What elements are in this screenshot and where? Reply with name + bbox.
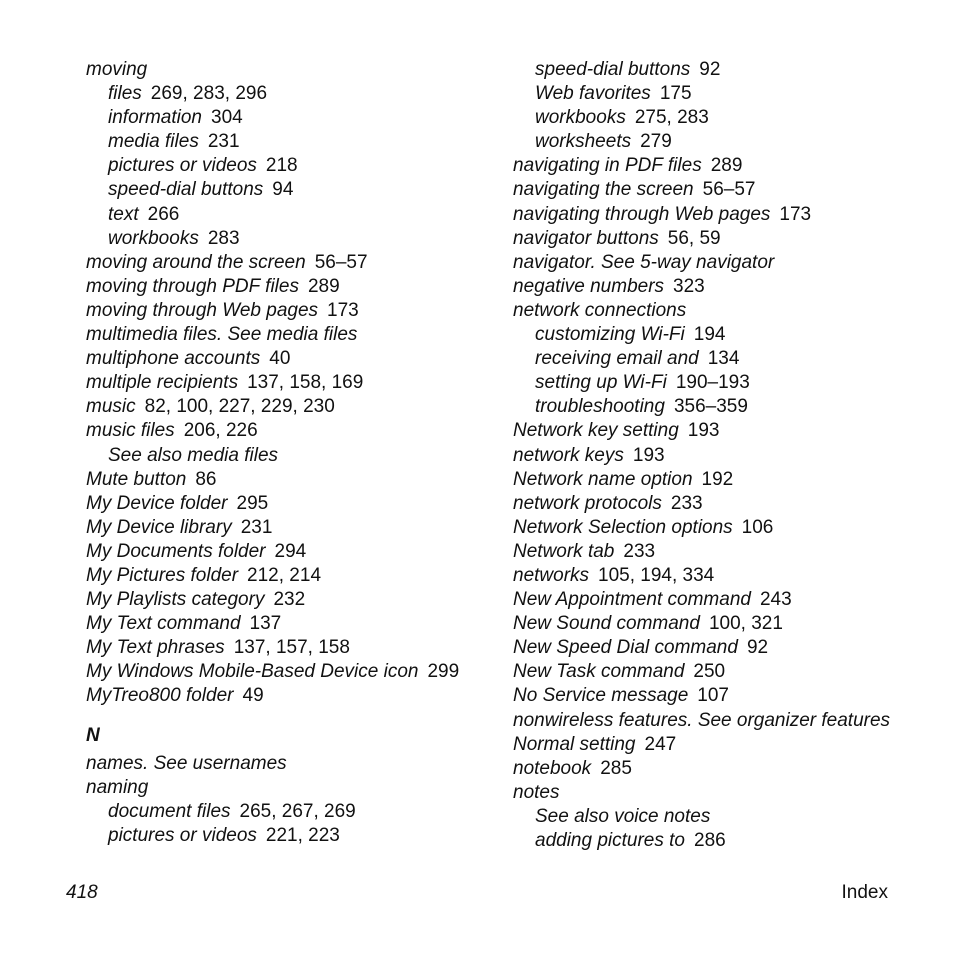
index-page-refs: 269, 283, 296: [150, 83, 268, 105]
index-term: notes: [513, 781, 560, 803]
index-term: music files: [86, 420, 175, 442]
index-entry: [513, 781, 943, 805]
index-page-refs: 279: [640, 131, 672, 153]
index-page-refs: 206, 226: [183, 420, 258, 442]
index-term: navigator. See 5-way navigator: [513, 251, 775, 273]
index-page-refs: 231: [207, 131, 240, 153]
index-entry: [513, 178, 943, 202]
index-entry: [86, 444, 496, 468]
index-entry: [513, 419, 943, 443]
index-term: workbooks: [108, 227, 199, 249]
index-page-refs: 94: [272, 179, 294, 201]
index-term: navigating the screen: [513, 179, 694, 201]
index-entry: [86, 588, 496, 612]
index-page-refs: 233: [670, 492, 703, 514]
index-entry: [513, 444, 943, 468]
index-entry: [513, 227, 943, 251]
index-page-refs: 49: [242, 685, 264, 707]
index-term: moving: [86, 59, 148, 80]
index-entry: [86, 203, 496, 227]
index-entry: [513, 660, 943, 684]
index-term: network protocols: [513, 492, 662, 514]
index-entries-m: [86, 58, 496, 709]
index-entry: [513, 612, 943, 636]
index-term: Network key setting: [513, 420, 679, 442]
index-page-refs: 173: [327, 299, 359, 321]
index-page-refs: 175: [659, 83, 692, 105]
index-page-refs: 323: [673, 275, 705, 297]
index-term: New Speed Dial command: [513, 637, 738, 659]
index-term: My Text command: [86, 613, 241, 635]
index-entry: [86, 660, 496, 684]
index-entry: [86, 776, 496, 800]
index-entry: [86, 58, 496, 82]
index-entry: [86, 612, 496, 636]
index-entry: [86, 636, 496, 660]
index-entry: [86, 130, 496, 154]
index-page-refs: 232: [273, 589, 306, 611]
index-entry: [86, 492, 496, 516]
index-entry: [513, 805, 943, 829]
index-page-refs: 356–359: [673, 396, 748, 418]
index-entry: [513, 275, 943, 299]
index-page-refs: 295: [236, 492, 269, 514]
index-term: multiphone accounts: [86, 348, 261, 370]
index-page-refs: 82, 100, 227, 229, 230: [144, 396, 335, 418]
index-entry: [86, 82, 496, 106]
index-page-refs: 275, 283: [634, 107, 709, 129]
index-page-refs: 137: [249, 613, 282, 635]
index-entry: [86, 419, 496, 443]
index-column-left: [86, 58, 496, 848]
index-term: setting up Wi-Fi: [535, 372, 667, 394]
index-entry: [86, 178, 496, 202]
index-term: My Device library: [86, 516, 232, 538]
index-term: No Service message: [513, 685, 689, 707]
index-entry: [86, 752, 496, 776]
index-entry: [513, 829, 943, 853]
index-entry: [513, 395, 943, 419]
index-entry: [513, 588, 943, 612]
index-page-refs: 137, 158, 169: [247, 372, 364, 394]
index-page-refs: 212, 214: [247, 564, 322, 586]
index-entry: [513, 154, 943, 178]
index-term: Web favorites: [535, 83, 651, 105]
index-entry: [513, 709, 943, 733]
index-term: worksheets: [535, 131, 632, 153]
index-page-refs: 243: [759, 589, 792, 611]
index-term: pictures or videos: [108, 824, 257, 846]
index-page-refs: 289: [307, 275, 340, 297]
index-term: moving through PDF files: [86, 275, 299, 297]
index-entry: [86, 540, 496, 564]
index-term: MyTreo800 folder: [86, 685, 234, 707]
index-entry: [513, 468, 943, 492]
index-term: media files: [108, 131, 199, 153]
index-term: notebook: [513, 757, 592, 779]
index-entry: [513, 371, 943, 395]
index-page-refs: 289: [710, 155, 743, 177]
index-entry: [513, 58, 943, 82]
index-term: My Pictures folder: [86, 564, 239, 586]
index-page-refs: 192: [701, 468, 734, 490]
index-term: Network Selection options: [513, 516, 733, 538]
index-page-refs: 56, 59: [667, 227, 721, 249]
index-term: New Task command: [513, 661, 685, 683]
index-term: pictures or videos: [108, 155, 257, 177]
index-term: files: [108, 83, 142, 105]
index-term: naming: [86, 776, 149, 798]
index-term: nonwireless features. See organizer features: [513, 709, 891, 731]
index-entry: [513, 323, 943, 347]
index-page-refs: 193: [632, 444, 665, 466]
index-entry: [513, 106, 943, 130]
index-term: music: [86, 396, 136, 418]
running-footer-title: Index: [841, 882, 888, 903]
index-entry: [513, 757, 943, 781]
index-page-refs: 304: [211, 107, 243, 129]
index-entry: [86, 371, 496, 395]
index-term: My Playlists category: [86, 589, 265, 611]
index-term: navigator buttons: [513, 227, 659, 249]
index-term: My Documents folder: [86, 540, 266, 562]
index-term: workbooks: [535, 107, 626, 129]
index-page-refs: 250: [693, 661, 726, 683]
index-page-refs: 266: [147, 203, 180, 225]
index-page-refs: 40: [269, 348, 291, 370]
index-term: receiving email and: [535, 348, 699, 370]
index-page-refs: 233: [623, 540, 656, 562]
index-term: navigating in PDF files: [513, 155, 702, 177]
index-entry: [86, 684, 496, 708]
index-entry: [513, 347, 943, 371]
index-term: moving around the screen: [86, 251, 306, 273]
index-entry: [513, 492, 943, 516]
index-term: New Appointment command: [513, 589, 751, 611]
index-term: See also media files: [108, 444, 279, 466]
index-entry: [86, 468, 496, 492]
index-page-refs: 190–193: [675, 372, 750, 394]
index-entry: [513, 130, 943, 154]
index-page-refs: 286: [694, 830, 726, 851]
index-term: My Text phrases: [86, 637, 225, 659]
index-page-refs: 86: [195, 468, 217, 490]
page-number: 418: [66, 882, 98, 903]
index-entry: [513, 684, 943, 708]
index-entry: [86, 154, 496, 178]
index-term: moving through Web pages: [86, 299, 319, 321]
index-term: network keys: [513, 444, 624, 466]
index-term: Mute button: [86, 468, 187, 490]
index-page-refs: 193: [687, 420, 720, 442]
index-entry: [86, 227, 496, 251]
index-entries-n-continued: [513, 58, 943, 853]
index-column-right: [513, 58, 943, 853]
index-entry: [513, 733, 943, 757]
index-term: speed-dial buttons: [535, 59, 691, 80]
index-page-refs: 137, 157, 158: [233, 637, 350, 659]
index-term: troubleshooting: [535, 396, 665, 418]
index-term: network connections: [513, 299, 687, 321]
index-page-refs: 194: [693, 324, 726, 346]
index-entry: [86, 299, 496, 323]
index-entry: [513, 299, 943, 323]
index-term: My Windows Mobile-Based Device icon: [86, 661, 419, 683]
index-page-refs: 105, 194, 334: [598, 564, 715, 586]
index-term: multimedia files. See media files: [86, 324, 358, 346]
index-entry: [513, 82, 943, 106]
index-page-refs: 294: [274, 540, 307, 562]
index-entries-n: [86, 752, 496, 848]
index-entry: [86, 275, 496, 299]
index-term: text: [108, 203, 139, 225]
index-page-refs: 299: [427, 661, 460, 683]
index-page-refs: 247: [644, 733, 677, 755]
index-term: Network name option: [513, 468, 693, 490]
index-entry: [513, 516, 943, 540]
index-page-refs: 92: [699, 59, 721, 80]
section-letter: N: [86, 724, 100, 746]
index-term: multiple recipients: [86, 372, 239, 394]
index-page-refs: 134: [707, 348, 740, 370]
index-term: navigating through Web pages: [513, 203, 771, 225]
index-entry: [513, 636, 943, 660]
index-entry: [513, 540, 943, 564]
index-term: Network tab: [513, 540, 615, 562]
index-page-refs: 265, 267, 269: [239, 800, 356, 822]
index-page-refs: 283: [207, 227, 240, 249]
index-entry: [86, 824, 496, 848]
index-page-refs: 107: [697, 685, 729, 707]
index-entry: [513, 564, 943, 588]
index-entry: [86, 106, 496, 130]
index-page-refs: 218: [265, 155, 298, 177]
index-entry: [86, 323, 496, 347]
index-term: document files: [108, 800, 231, 822]
index-page-refs: 173: [779, 203, 812, 225]
index-page-refs: 56–57: [702, 179, 756, 201]
index-page-refs: 221, 223: [265, 824, 340, 846]
index-entry: [86, 516, 496, 540]
index-entry: [513, 251, 943, 275]
index-term: customizing Wi-Fi: [535, 324, 685, 346]
index-page-refs: 285: [600, 757, 632, 779]
index-entry: [86, 347, 496, 371]
index-term: negative numbers: [513, 275, 665, 297]
index-entry: [513, 203, 943, 227]
index-term: My Device folder: [86, 492, 228, 514]
index-entry: [86, 800, 496, 824]
index-page-refs: 100, 321: [708, 613, 783, 635]
index-page-refs: 231: [240, 516, 273, 538]
index-term: adding pictures to: [535, 830, 685, 851]
index-term: information: [108, 107, 202, 129]
index-term: Normal setting: [513, 733, 636, 755]
index-page-refs: 56–57: [314, 251, 368, 273]
index-term: New Sound command: [513, 613, 700, 635]
index-term: See also voice notes: [535, 805, 711, 827]
index-term: speed-dial buttons: [108, 179, 264, 201]
index-entry: [86, 251, 496, 275]
index-page-refs: 92: [746, 637, 769, 659]
index-entry: [86, 395, 496, 419]
index-entry: [86, 564, 496, 588]
index-page-refs: 106: [741, 516, 774, 538]
index-term: names. See usernames: [86, 752, 287, 774]
index-term: networks: [513, 564, 590, 586]
